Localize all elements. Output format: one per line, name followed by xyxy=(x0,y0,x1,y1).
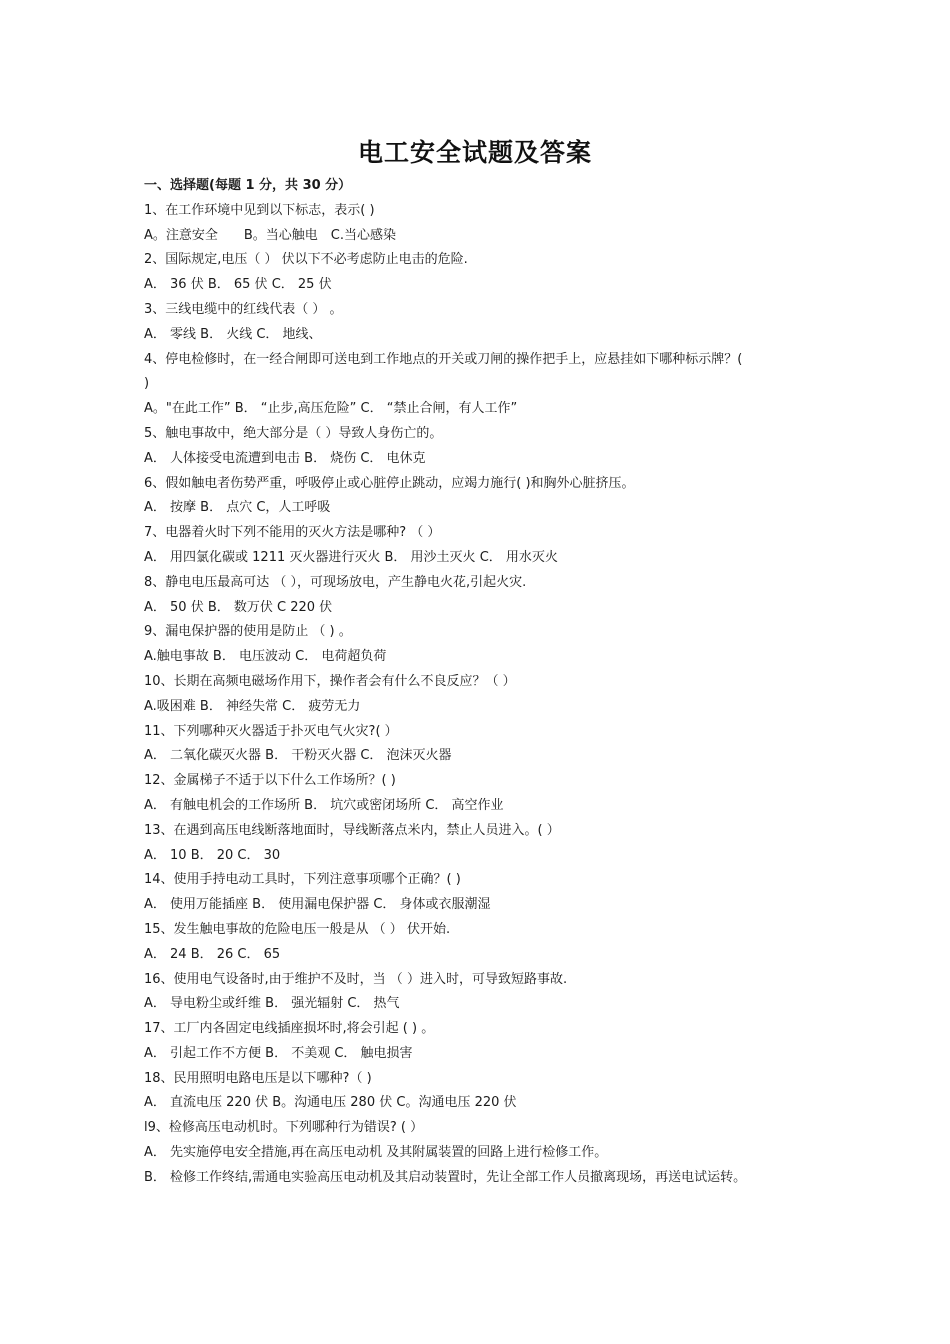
text-line: A． 直流电压 220 伏 B。沟通电压 280 伏 C。沟通电压 220 伏 xyxy=(144,1095,517,1111)
text-line: 17、工厂内各固定电线插座损坏时,将会引起 ( ) 。 xyxy=(144,1021,435,1037)
text-line: A． 10 B． 20 C． 30 xyxy=(144,847,281,863)
text-line: A． 24 B． 26 C． 65 xyxy=(144,946,281,962)
text-line: 3、三线电缆中的红线代表（ ） 。 xyxy=(144,301,343,317)
text-line: 2、国际规定,电压（ ） 伏以下不必考虑防止电击的危险. xyxy=(144,252,468,268)
text-line: A。"在此工作” B． “止步,高压危险” C． “禁止合闸，有人工作” xyxy=(144,401,518,417)
text-line: A.触电事故 B． 电压波动 C． 电荷超负荷 xyxy=(144,649,387,665)
text-line: 11、下列哪种灭火器适于扑灭电气火灾?( ） xyxy=(144,723,398,739)
text-line: 8、静电电压最高可达 （ ），可现场放电，产生静电火花,引起火灾. xyxy=(144,574,527,590)
text-line: 1、在工作环境中见到以下标志，表示( ) xyxy=(144,202,375,218)
document-body xyxy=(144,174,814,1191)
text-line: 7、电器着火时下列不能用的灭火方法是哪种? （ ） xyxy=(144,525,441,541)
text-line: 16、使用电气设备时,由于维护不及时，当 （ ）进入时，可导致短路事故. xyxy=(144,971,568,987)
section-heading: 一、选择题(每题 1 分，共 30 分） xyxy=(144,178,352,193)
text-line: ) xyxy=(144,376,150,392)
text-line: A． 按摩 B． 点穴 C，人工呼吸 xyxy=(144,500,331,516)
text-line: 10、长期在高频电磁场作用下，操作者会有什么不良反应？（ ） xyxy=(144,673,516,689)
text-line: A。注意安全 B。当心触电 C.当心感染 xyxy=(144,227,397,243)
text-line: A． 二氧化碳灭火器 B． 干粉灭火器 C． 泡沫灭火器 xyxy=(144,748,452,764)
text-line: 6、假如触电者伤势严重，呼吸停止或心脏停止跳动，应竭力施行( )和胸外心脏挤压。 xyxy=(144,475,635,491)
text-line: 5、触电事故中，绝大部分是（ ）导致人身伤亡的。 xyxy=(144,425,443,441)
text-line: A． 使用万能插座 B． 使用漏电保护器 C． 身体或衣服潮湿 xyxy=(144,897,491,913)
text-line: A． 用四氯化碳或 1211 灭火器进行灭火 B． 用沙土灭火 C． 用水灭火 xyxy=(144,549,558,565)
document-title: 电工安全试题及答案 xyxy=(357,138,592,167)
text-line: 4、停电检修时，在一经合闸即可送电到工作地点的开关或刀闸的操作把手上，应悬挂如下哪种标示牌？( xyxy=(144,351,743,367)
text-line: A． 有触电机会的工作场所 B． 坑穴或密闭场所 C． 高空作业 xyxy=(144,797,504,813)
text-line: A． 36 伏 B． 65 伏 C． 25 伏 xyxy=(144,277,332,293)
text-line: 18、民用照明电路电压是以下哪种?（ ) xyxy=(144,1070,372,1086)
text-line: 14、使用手持电动工具时，下列注意事项哪个正确？( ) xyxy=(144,872,461,888)
text-line: A． 零线 B． 火线 C． 地线、 xyxy=(144,326,322,342)
text-line: 15、发生触电事故的危险电压一般是从 （ ） 伏开始. xyxy=(144,921,451,937)
text-line: A． 人体接受电流遭到电击 B． 烧伤 C． 电休克 xyxy=(144,450,426,466)
text-line: A.吸困难 B． 神经失常 C． 疲劳无力 xyxy=(144,698,361,714)
text-line: A． 导电粉尘或纤维 B． 强光辐射 C． 热气 xyxy=(144,996,400,1012)
text-line: 12、金属梯子不适于以下什么工作场所？( ) xyxy=(144,773,396,789)
text-line: 13、在遇到高压电线断落地面时，导线断落点米内，禁止人员进入。( ） xyxy=(144,822,560,838)
text-line: l9、检修高压电动机时。下列哪种行为错误? ( ） xyxy=(144,1120,424,1136)
text-line: A． 50 伏 B． 数万伏 C 220 伏 xyxy=(144,599,333,615)
text-line: B． 检修工作终结,需通电实验高压电动机及其启动装置时，先让全部工作人员撤离现场，再送电试运转。 xyxy=(144,1169,747,1185)
text-line: 9、漏电保护器的使用是防止 （ ) 。 xyxy=(144,624,352,640)
question-list xyxy=(144,199,814,1191)
text-line: A． 引起工作不方便 B． 不美观 C． 触电损害 xyxy=(144,1045,413,1061)
text-line: A． 先实施停电安全措施,再在高压电动机 及其附属装置的回路上进行检修工作。 xyxy=(144,1145,608,1161)
